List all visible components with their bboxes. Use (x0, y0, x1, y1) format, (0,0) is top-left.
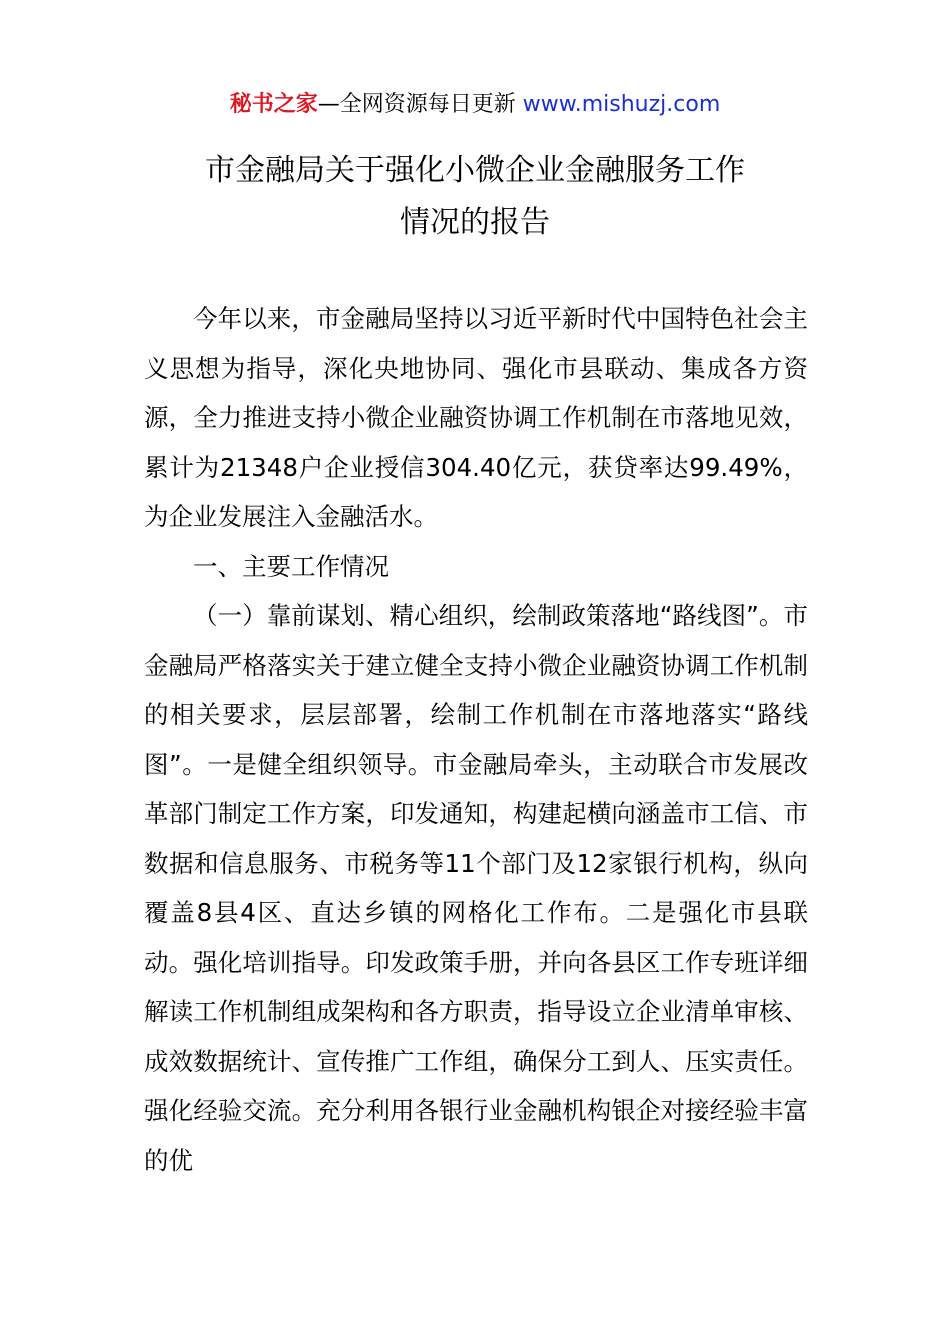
title-line-2: 情况的报告 (400, 205, 550, 240)
document-title (0, 145, 950, 249)
intro-paragraph: 今年以来，市金融局坚持以习近平新时代中国特色社会主义思想为指导，深化央地协同、强化市县联动、集成各方资源，全力推进支持小微企业融资协调工作机制在市落地见效，累计为21348户企业授信304.40亿元，获贷率达99.49%，为企业发展注入金融活水。 (144, 304, 808, 531)
section-heading-1: 一、主要工作情况 (193, 551, 389, 581)
site-brand: 秘书之家 (229, 92, 318, 117)
site-tagline: —全网资源每日更新 (317, 92, 523, 117)
site-url-link[interactable]: www.mishuzj.com (522, 92, 721, 117)
title-line-1: 市金融局关于强化小微企业金融服务工作 (205, 153, 745, 188)
document-body (144, 294, 808, 1185)
site-header (0, 86, 950, 124)
subsection-paragraph-1: （一）靠前谋划、精心组织，绘制政策落地“路线图”。市金融局严格落实关于建立健全支持小微企业融资协调工作机制的相关要求，层层部署，绘制工作机制在市落地落实“路线图”。一是健全组织领导。市金融局牵头，主动联合市发展改革部门制定工作方案，印发通知，构建起横向涵盖市工信、市数据和信息服务、市税务等11个部门及12家银行机构，纵向覆盖8县4区、直达乡镇的网格化工作布。二是强化市县联动。强化培训指导。印发政策手册，并向各县区工作专班详细解读工作机制组成架构和各方职责，指导设立企业清单审核、成效数据统计、宣传推广工作组，确保分工到人、压实责任。强化经验交流。充分利用各银行业金融机构银企对接经验丰富的优 (144, 601, 808, 1175)
